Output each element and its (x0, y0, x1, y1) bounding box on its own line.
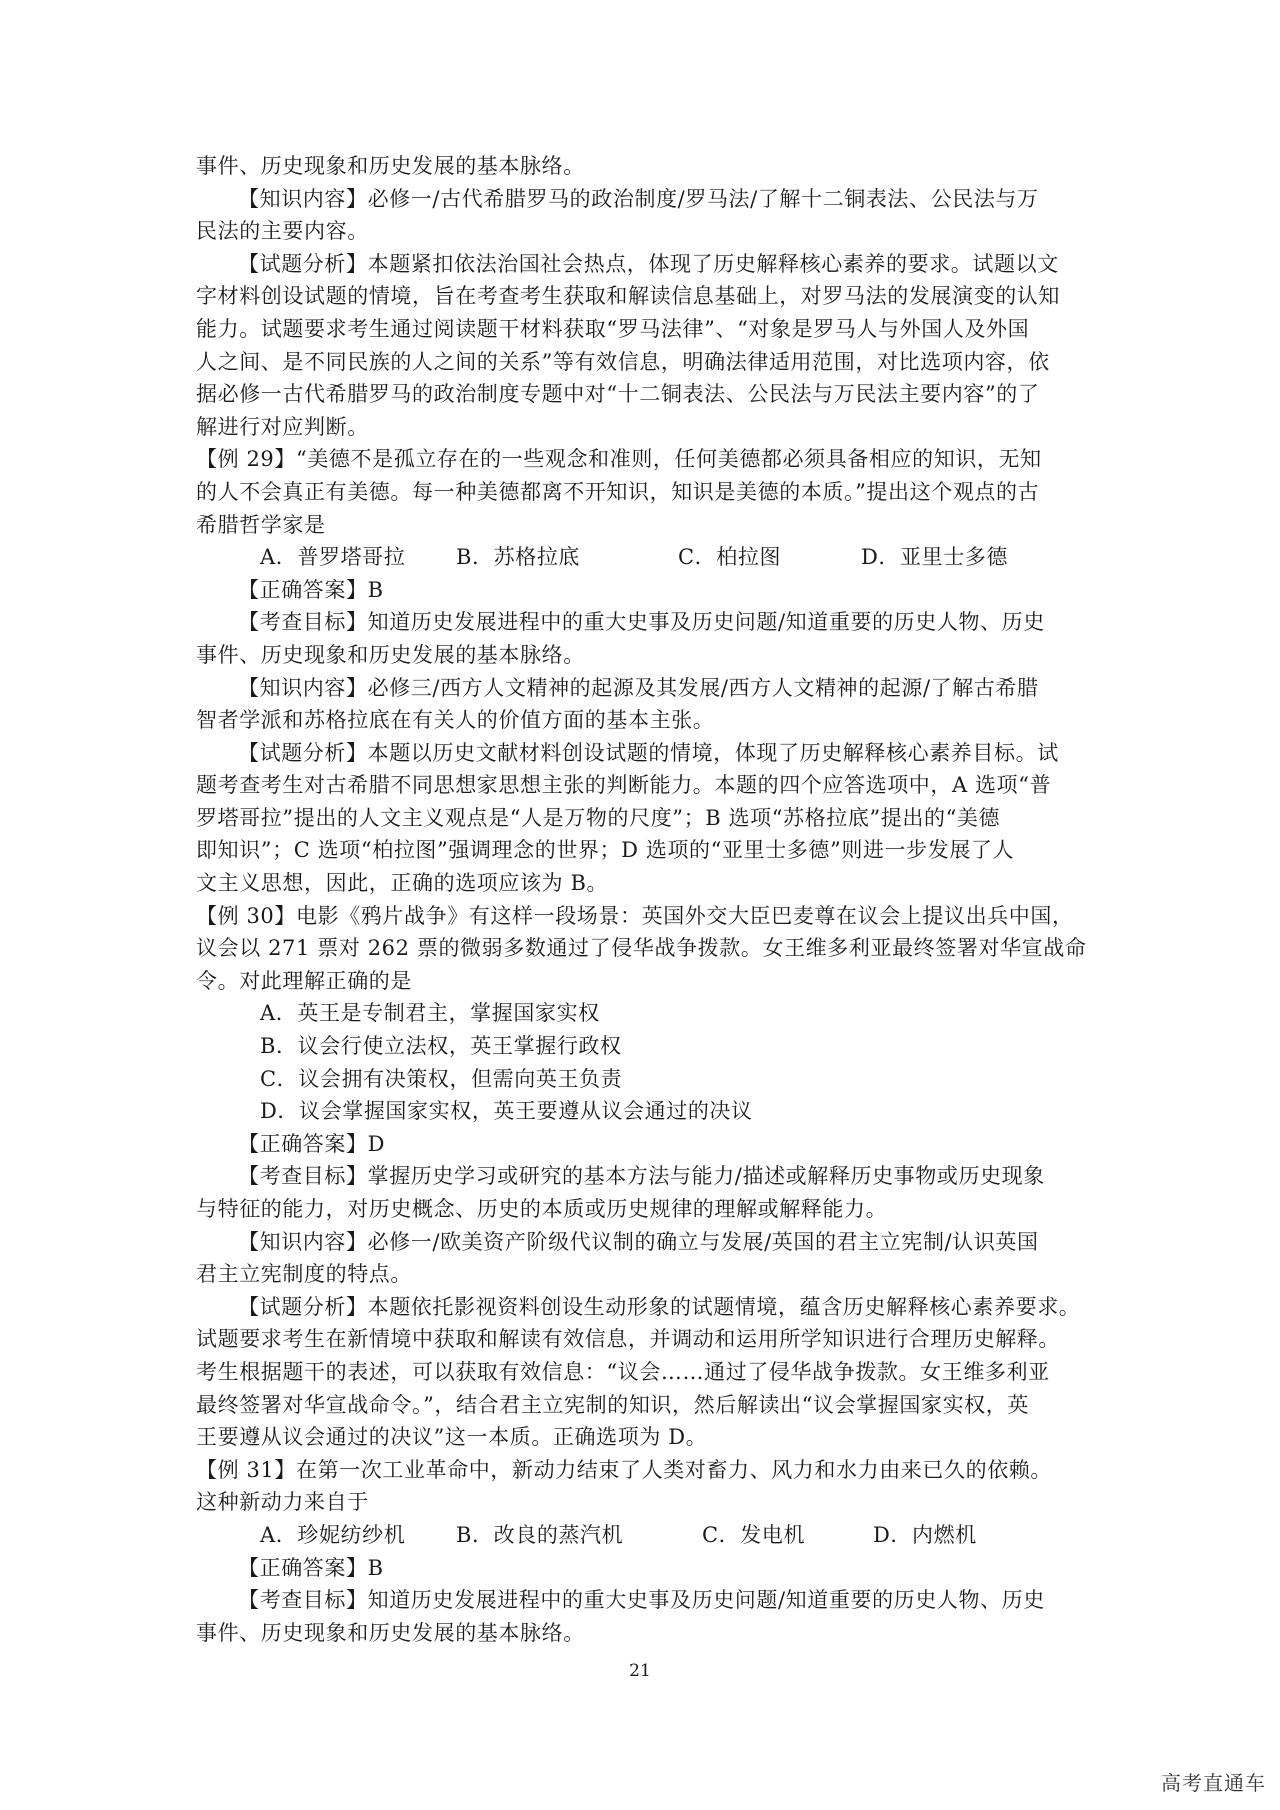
option-a: A．珍妮纺纱机 (260, 1522, 406, 1547)
text-line: 【试题分析】本题以历史文献材料创设试题的情境，体现了历史解释核心素养目标。试 (238, 740, 1059, 765)
text-line: 能力。试题要求考生通过阅读题干材料获取“罗马法律”、“对象是罗马人与外国人及外国 (196, 316, 1030, 341)
document-body (196, 150, 1101, 1649)
question-31-stem: 【例 31】在第一次工业革命中，新动力结束了人类对畜力、风力和水力由来已久的依赖。 (196, 1457, 1052, 1482)
text-line: 事件、历史现象和历史发展的基本脉络。 (196, 154, 585, 178)
text-line: 【试题分析】本题紧扣依法治国社会热点，体现了历史解释核心素养的要求。试题以文 (238, 251, 1059, 276)
text-line: 最终签署对华宣战命令。”，结合君主立宪制的知识，然后解读出“议会掌握国家实权，英 (196, 1392, 1029, 1417)
text-line: 据必修一古代希腊罗马的政治制度专题中对“十二铜表法、公民法与万民法主要内容”的了 (196, 382, 1040, 407)
option-a: A．普罗塔哥拉 (260, 545, 406, 570)
text-line: 令。对此理解正确的是 (196, 968, 412, 993)
page-number: 21 (629, 1661, 651, 1681)
text-line: 题考查考生对古希腊不同思想家思想主张的判断能力。本题的四个应答选项中，A 选项“普 (196, 773, 1052, 798)
question-31-options (196, 1519, 1101, 1552)
text-line: 试题要求考生在新情境中获取和解读有效信息，并调动和运用所学知识进行合理历史解释。 (196, 1327, 1060, 1352)
text-line: 字材料创设试题的情境，旨在考查考生获取和解读信息基础上，对罗马法的发展演变的认知 (196, 284, 1060, 309)
option-b: B．苏格拉底 (456, 545, 581, 570)
text-line: 【考查目标】知道历史发展进程中的重大史事及历史问题/知道重要的历史人物、历史 (238, 1588, 1045, 1613)
text-line: 民法的主要内容。 (196, 219, 369, 244)
text-line: 君主立宪制度的特点。 (196, 1262, 412, 1287)
text-line: 希腊哲学家是 (196, 512, 326, 537)
text-line: 事件、历史现象和历史发展的基本脉络。 (196, 1620, 585, 1645)
option-b: B．改良的蒸汽机 (456, 1522, 624, 1547)
text-line: 【考查目标】掌握历史学习或研究的基本方法与能力/描述或解释历史事物或历史现象 (238, 1164, 1045, 1189)
text-line: 文主义思想，因此，正确的选项应该为 B。 (196, 871, 609, 896)
text-line: 罗塔哥拉”提出的人文主义观点是“人是万物的尺度”；B 选项“苏格拉底”提出的“美德 (196, 805, 1001, 830)
question-29-stem: 【例 29】“美德不是孤立存在的一些观念和准则，任何美德都必须具备相应的知识，无知 (196, 447, 1042, 472)
option-d: D．内燃机 (873, 1522, 977, 1547)
text-line: 的人不会真正有美德。每一种美德都离不开知识，知识是美德的本质。”提出这个观点的古 (196, 479, 1040, 504)
answer-line: 【正确答案】B (238, 577, 384, 602)
text-line: 解进行对应判断。 (196, 414, 369, 439)
text-line: 【知识内容】必修三/西方人文精神的起源及其发展/西方人文精神的起源/了解古希腊 (238, 675, 1039, 700)
text-line: 事件、历史现象和历史发展的基本脉络。 (196, 642, 585, 667)
option-c: C．议会拥有决策权，但需向英王负责 (260, 1066, 623, 1091)
text-line: 这种新动力来自于 (196, 1490, 369, 1515)
option-b: B．议会行使立法权，英王掌握行政权 (260, 1034, 622, 1059)
option-c: C．柏拉图 (678, 545, 782, 570)
option-d: D．亚里士多德 (861, 545, 1009, 570)
text-line: 即知识”；C 选项“柏拉图”强调理念的世界；D 选项的“亚里士多德”则进一步发展了人 (196, 838, 1015, 863)
text-line: 议会以 271 票对 262 票的微弱多数通过了侵华战争拨款。女王维多利亚最终签署对华宣战命 (196, 936, 1087, 961)
question-30-stem: 【例 30】电影《鸦片战争》有这样一段场景：英国外交大臣巴麦尊在议会上提议出兵中国， (196, 903, 1074, 928)
option-a: A．英王是专制君主，掌握国家实权 (260, 1001, 600, 1026)
question-29-options (196, 541, 1101, 574)
text-line: 王要遵从议会通过的决议”这一本质。正确选项为 D。 (196, 1425, 708, 1450)
option-c: C．发电机 (702, 1522, 806, 1547)
text-line: 【试题分析】本题依托影视资料创设生动形象的试题情境，蕴含历史解释核心素养要求。 (238, 1294, 1081, 1319)
option-d: D．议会掌握国家实权，英王要遵从议会通过的决议 (260, 1099, 753, 1124)
text-line: 【知识内容】必修一/欧美资产阶级代议制的确立与发展/英国的君主立宪制/认识英国 (238, 1229, 1039, 1254)
text-line: 考生根据题干的表述，可以获取有效信息：“议会……通过了侵华战争拨款。女王维多利亚 (196, 1359, 1050, 1384)
text-line: 【考查目标】知道历史发展进程中的重大史事及历史问题/知道重要的历史人物、历史 (238, 610, 1045, 635)
answer-line: 【正确答案】D (238, 1131, 386, 1156)
text-line: 与特征的能力，对历史概念、历史的本质或历史规律的理解或解释能力。 (196, 1197, 888, 1221)
text-line: 智者学派和苏格拉底在有关人的价值方面的基本主张。 (196, 708, 715, 733)
text-line: 人之间、是不同民族的人之间的关系”等有效信息，明确法律适用范围，对比选项内容，依 (196, 349, 1050, 374)
answer-line: 【正确答案】B (238, 1555, 384, 1580)
text-line: 【知识内容】必修一/古代希腊罗马的政治制度/罗马法/了解十二铜表法、公民法与万 (238, 186, 1039, 211)
watermark: 高考直通车 (1161, 1771, 1266, 1795)
